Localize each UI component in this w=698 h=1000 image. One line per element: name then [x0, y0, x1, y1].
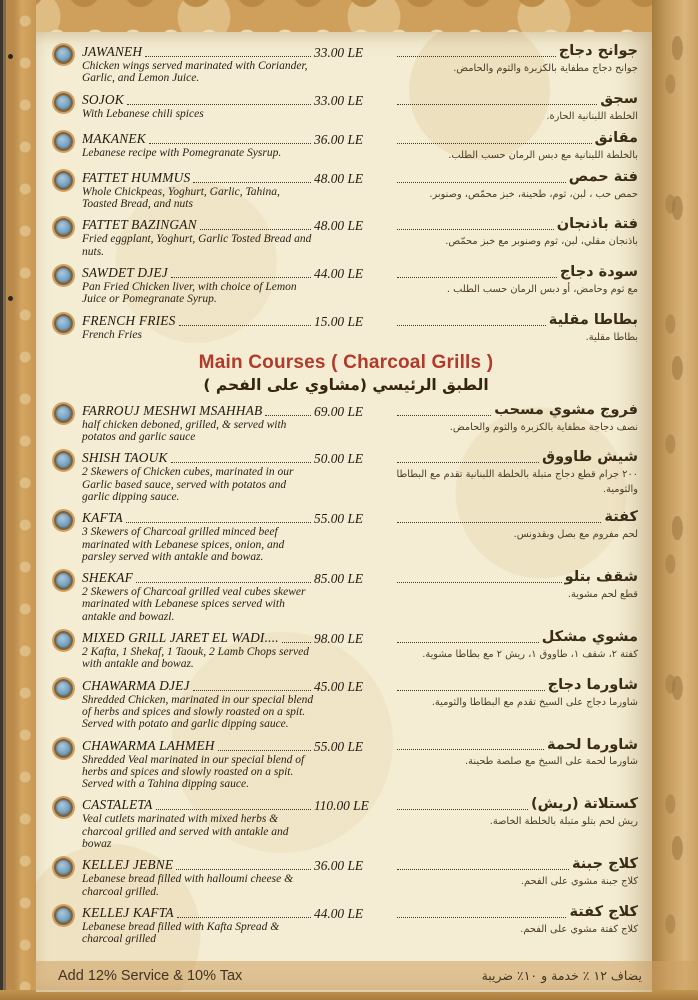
item-english-block: [82, 265, 314, 306]
item-english-block: [82, 857, 314, 898]
item-name-ar: شاورما لحمة: [547, 736, 638, 753]
item-desc-ar: شاورما دجاج على السيخ تقدم مع البطاطا والثومية.: [431, 696, 638, 708]
item-arabic-block: [394, 170, 638, 202]
item-desc-en: Pan Fried Chicken liver, with choice of Lemon Juice or Pomegranate Syrup.: [82, 281, 297, 306]
item-desc-ar: كلاج جبنة مشوي على الفحم.: [520, 876, 638, 888]
dotted-leader: [193, 182, 311, 183]
item-name-ar: كفتة: [604, 509, 638, 526]
item-name-en: JAWANEH: [82, 44, 143, 59]
item-name-en: CHAWARMA LAHMEH: [82, 737, 215, 753]
dotted-leader: [397, 749, 544, 750]
ornate-border-right: [652, 0, 698, 1000]
item-bullet-cell: [54, 797, 82, 822]
medallion-seal-icon: [54, 906, 73, 925]
item-name-en: KELLEJ JEBNE: [82, 857, 174, 873]
item-arabic-block: [394, 450, 638, 496]
item-name-en: CASTALETA: [82, 797, 153, 813]
ornate-border-top: [0, 0, 698, 34]
binding-dot: [8, 54, 13, 59]
item-desc-ar: شاورما لحمة على السيخ مع صلصة طحينة.: [465, 756, 638, 768]
item-desc-en: Lebanese bread filled with Kafta Spread & charcoal grilled: [82, 920, 280, 946]
item-arabic-block: [394, 217, 638, 249]
item-bullet-cell: [54, 570, 82, 595]
item-name-en: FRENCH FRIES: [82, 312, 176, 328]
medallion-seal-icon: [54, 218, 73, 237]
item-name-ar: كلاج كفتة: [569, 903, 638, 920]
dotted-leader: [397, 642, 539, 643]
dotted-leader: [179, 325, 311, 326]
item-arabic-block: [394, 905, 638, 937]
menu-item-row: [54, 92, 638, 124]
item-arabic-block: [394, 403, 638, 435]
item-desc-ar: ٢٠٠ جرام قطع دجاج متبلة بالخلطة اللبنانية تقدم مع البطاطا والثومية.: [396, 469, 638, 495]
dotted-leader: [193, 690, 311, 691]
medallion-seal-icon: [54, 511, 73, 530]
dotted-leader: [127, 104, 311, 105]
item-price: 44.00 LE: [314, 905, 364, 921]
dotted-leader: [397, 462, 539, 463]
dotted-leader: [282, 642, 311, 643]
dotted-leader: [397, 143, 592, 144]
item-name-en: SOJOK: [82, 91, 124, 107]
item-desc-ar: مع ثوم وحامض، أو دبس الرمان حسب الطلب .: [446, 284, 638, 295]
item-price: 33.00 LE: [314, 45, 364, 60]
item-desc-ar: كلاج كفتة مشوي على الفحم.: [520, 923, 638, 935]
dotted-leader: [397, 917, 566, 918]
parchment-page: [36, 32, 652, 992]
menu-item-row: [54, 265, 638, 306]
menu-item-row: [54, 44, 638, 85]
item-desc-en: 2 Skewers of Charcoal grilled veal cubes skewer marinated with Lebanese spices served with antakle and bowazl.: [82, 586, 306, 623]
item-price: 85.00 LE: [314, 571, 364, 587]
item-name-ar: سودة دجاج: [559, 264, 638, 281]
dotted-leader: [397, 809, 528, 810]
item-price: 69.00 LE: [314, 403, 364, 419]
item-english-block: [82, 510, 314, 563]
item-bullet-cell: [54, 92, 82, 117]
section-title-ar: الطبق الرئيسي (مشاوي على الفحم ): [203, 375, 489, 394]
medallion-seal-icon: [54, 631, 73, 650]
menu-item-row: [54, 905, 638, 946]
item-desc-en: Lebanese recipe with Pomegranate Sysrup.: [82, 146, 282, 159]
item-desc-ar: باذنجان مقلي، لبن، ثوم وصنوبر مع خبز محمّص.: [445, 236, 638, 248]
menu-item-row: [54, 313, 638, 345]
dotted-leader: [156, 809, 312, 810]
item-name-ar: فروج مشوي مسحب: [494, 401, 638, 418]
item-english-block: [82, 630, 314, 671]
dotted-leader: [145, 56, 311, 57]
item-desc-en: 2 Skewers of Chicken cubes, marinated in our Garlic based sauce, served with potatos and garlic dipping sauce.: [82, 466, 294, 503]
item-english-block: [82, 678, 314, 731]
dotted-leader: [397, 690, 545, 691]
item-price: 110.00 LE: [314, 798, 369, 814]
menu-item-row: [54, 857, 638, 898]
dotted-leader: [397, 104, 597, 105]
menu-item-row: [54, 170, 638, 211]
item-desc-en: Fried eggplant, Yoghurt, Garlic Tosted Bread and nuts.: [82, 233, 312, 258]
dotted-leader: [218, 750, 311, 751]
binding-dot: [8, 296, 13, 301]
item-name-ar: شقف بتلو: [564, 569, 638, 586]
item-english-block: [82, 131, 314, 159]
item-name-en: MAKANEK: [82, 130, 146, 146]
service-tax-note-ar: يضاف ١٢ ٪ خدمة و ١٠٪ ضريبة: [481, 968, 642, 983]
item-desc-ar: كفتة ٢، شقف ١، طاووق ١، ريش ٢ مع بطاطا مشوية.: [422, 649, 638, 660]
item-arabic-block: [394, 44, 638, 76]
dotted-leader: [171, 277, 311, 278]
section-header: [54, 352, 638, 394]
item-english-block: [82, 217, 314, 258]
item-price: 36.00 LE: [314, 858, 364, 874]
item-bullet-cell: [54, 678, 82, 703]
item-desc-en: Chicken wings served marinated with Coriander, Garlic, and Lemon Juice.: [82, 60, 308, 85]
item-name-ar: مقانق: [594, 129, 638, 146]
item-desc-ar: نصف دجاجة مطفاية بالكزبرة والثوم والحامض.: [449, 421, 638, 433]
menu-item-row: [54, 678, 638, 731]
item-desc-en: half chicken deboned, grilled, & served with potatos and garlic sauce: [82, 418, 287, 444]
medallion-seal-icon: [54, 404, 73, 423]
menu-list: [36, 32, 652, 992]
item-arabic-block: [394, 738, 638, 770]
medallion-seal-icon: [54, 45, 73, 64]
item-bullet-cell: [54, 170, 82, 195]
item-desc-en: 3 Skewers of Charcoal grilled minced beef marinated with Lebanese spices, onion, and parsley served with antakle and bowaz.: [82, 526, 285, 563]
service-tax-note-en: Add 12% Service & 10% Tax: [58, 967, 243, 984]
item-price: 44.00 LE: [314, 266, 364, 282]
menu-item-row: [54, 131, 638, 163]
menu-item-row: [54, 738, 638, 791]
item-name-ar: بطاطا مقلية: [548, 311, 638, 328]
item-desc-en: Shredded Chicken, marinated in our special blend of herbs and spices and slowly roasted on a spit. Served with potato and garlic dipping sauce.: [82, 693, 314, 731]
dotted-leader: [397, 582, 562, 583]
item-price: 15.00 LE: [314, 313, 364, 329]
item-arabic-block: [394, 92, 638, 124]
medallion-seal-icon: [54, 266, 73, 285]
item-desc-en: Lebanese bread filled with halloumi cheese & charcoal grilled.: [82, 873, 294, 898]
dotted-leader: [397, 182, 566, 183]
dotted-leader: [176, 869, 311, 870]
dotted-leader: [397, 277, 557, 278]
item-desc-ar: بطاطا مقلية.: [585, 331, 638, 343]
item-price: 50.00 LE: [314, 451, 364, 467]
dotted-leader: [171, 462, 311, 463]
dotted-leader: [136, 582, 311, 583]
dotted-leader: [265, 415, 311, 416]
menu-item-row: [54, 217, 638, 258]
menu-item-row: [54, 630, 638, 671]
item-name-ar: مشوي مشكل: [541, 629, 638, 646]
item-bullet-cell: [54, 265, 82, 290]
item-bullet-cell: [54, 857, 82, 882]
item-english-block: [82, 44, 314, 85]
dotted-leader: [397, 869, 569, 870]
medallion-seal-icon: [54, 739, 73, 758]
item-arabic-block: [394, 131, 638, 163]
dotted-leader: [177, 917, 311, 918]
item-desc-ar: جوانح دجاج مطفاية بالكزبرة والثوم والحامض.: [453, 62, 638, 74]
medallion-seal-icon: [54, 171, 73, 190]
item-name-ar: فتة باذنجان: [556, 216, 638, 233]
item-name-ar: سجق: [600, 90, 638, 107]
item-english-block: [82, 738, 314, 791]
item-arabic-block: [394, 797, 638, 829]
dotted-leader: [397, 56, 556, 57]
item-price: 48.00 LE: [314, 218, 364, 234]
item-arabic-block: [394, 510, 638, 542]
item-name-en: SHISH TAOUK: [82, 450, 168, 466]
item-bullet-cell: [54, 44, 82, 69]
item-bullet-cell: [54, 510, 82, 535]
item-price: 33.00 LE: [314, 92, 364, 108]
item-desc-en: Whole Chickpeas, Yoghurt, Garlic, Tahina, Toasted Bread, and nuts: [82, 185, 280, 211]
item-english-block: [82, 905, 314, 946]
item-desc-en: Shredded Veal marinated in our special blend of herbs and spices and slowly roasted on a spit. Served with a Tahina dipping sauce.: [82, 753, 305, 791]
item-price: 45.00 LE: [314, 678, 364, 694]
medallion-seal-icon: [54, 451, 73, 470]
dotted-leader: [149, 143, 311, 144]
menu-item-row: [54, 797, 638, 850]
item-name-en: FARROUJ MESHWI MSAHHAB: [82, 402, 263, 418]
item-arabic-block: [394, 857, 638, 889]
medallion-seal-icon: [54, 571, 73, 590]
item-bullet-cell: [54, 131, 82, 156]
item-bullet-cell: [54, 905, 82, 930]
item-desc-ar: الخلطة اللبنانية الحارة.: [546, 110, 638, 122]
item-arabic-block: [394, 678, 638, 710]
item-name-ar: جوانح دجاج: [558, 43, 638, 59]
menu-item-row: [54, 570, 638, 623]
item-arabic-block: [394, 630, 638, 662]
medallion-seal-icon: [54, 132, 73, 151]
dotted-leader: [397, 325, 546, 326]
medallion-seal-icon: [54, 93, 73, 112]
item-name-ar: كلاج جبنة: [571, 856, 638, 873]
item-english-block: [82, 92, 314, 120]
medallion-seal-icon: [54, 798, 73, 817]
item-english-block: [82, 450, 314, 503]
item-desc-ar: بالخلطة اللبنانية مع دبس الرمان حسب الطلب.: [448, 149, 638, 161]
item-desc-en: 2 Kafta, 1 Shekaf, 1 Taouk, 2 Lamb Chops served with antakle and bowaz.: [82, 646, 310, 671]
item-desc-ar: حمص حب ، لبن، ثوم، طحينة، خبز محمّص، وصنوبر.: [429, 188, 638, 200]
item-name-en: SAWDET DJEJ: [82, 265, 168, 281]
dotted-leader: [397, 522, 601, 523]
item-name-en: MIXED GRILL JARET EL WADI....: [82, 630, 279, 646]
item-arabic-block: [394, 313, 638, 345]
medallion-seal-icon: [54, 858, 73, 877]
item-desc-en: With Lebanese chili spices: [82, 107, 204, 120]
item-name-en: FATTET HUMMUS: [82, 169, 191, 185]
item-name-ar: شيش طاووق: [542, 449, 638, 466]
item-name-ar: شاورما دجاج: [547, 676, 638, 693]
item-name-en: KELLEJ KAFTA: [82, 904, 174, 920]
item-arabic-block: [394, 265, 638, 297]
item-bullet-cell: [54, 217, 82, 242]
item-bullet-cell: [54, 313, 82, 338]
item-price: 55.00 LE: [314, 738, 364, 754]
item-desc-ar: قطع لحم مشوية.: [567, 589, 638, 601]
item-english-block: [82, 313, 314, 341]
section-title-en: Main Courses ( Charcoal Grills ): [198, 351, 494, 373]
medallion-seal-icon: [54, 314, 73, 333]
item-name-en: CHAWARMA DJEJ: [82, 677, 190, 693]
dotted-leader: [200, 229, 311, 230]
item-name-ar: فتة حمص: [568, 168, 638, 185]
item-name-ar: كستلاتة (ريش): [531, 796, 638, 813]
item-bullet-cell: [54, 630, 82, 655]
item-english-block: [82, 403, 314, 444]
dotted-leader: [397, 415, 491, 416]
item-desc-en: French Fries: [82, 328, 142, 341]
menu-item-row: [54, 450, 638, 503]
medallion-seal-icon: [54, 679, 73, 698]
menu-item-row: [54, 510, 638, 563]
item-english-block: [82, 170, 314, 211]
item-arabic-block: [394, 570, 638, 602]
item-name-en: SHEKAF: [82, 570, 134, 586]
item-price: 48.00 LE: [314, 170, 364, 186]
ornate-border-left: [0, 0, 36, 1000]
item-english-block: [82, 570, 314, 623]
item-price: 55.00 LE: [314, 511, 364, 527]
item-english-block: [82, 797, 314, 850]
item-name-en: KAFTA: [82, 510, 123, 526]
item-price: 36.00 LE: [314, 131, 364, 147]
item-desc-en: Veal cutlets marinated with mixed herbs & charcoal grilled and served with antakle and bowaz: [82, 813, 289, 851]
dotted-leader: [126, 522, 311, 523]
item-price: 98.00 LE: [314, 631, 364, 647]
item-name-en: FATTET BAZINGAN: [82, 217, 197, 233]
item-bullet-cell: [54, 450, 82, 475]
menu-item-row: [54, 403, 638, 444]
dotted-leader: [397, 229, 554, 230]
footer-band: [34, 961, 698, 990]
item-bullet-cell: [54, 738, 82, 763]
item-desc-ar: لحم مفروم مع بصل وبقدونس.: [513, 529, 638, 541]
item-desc-ar: ريش لحم بتلو متبلة بالخلطة الخاصة.: [489, 816, 638, 828]
item-bullet-cell: [54, 403, 82, 428]
